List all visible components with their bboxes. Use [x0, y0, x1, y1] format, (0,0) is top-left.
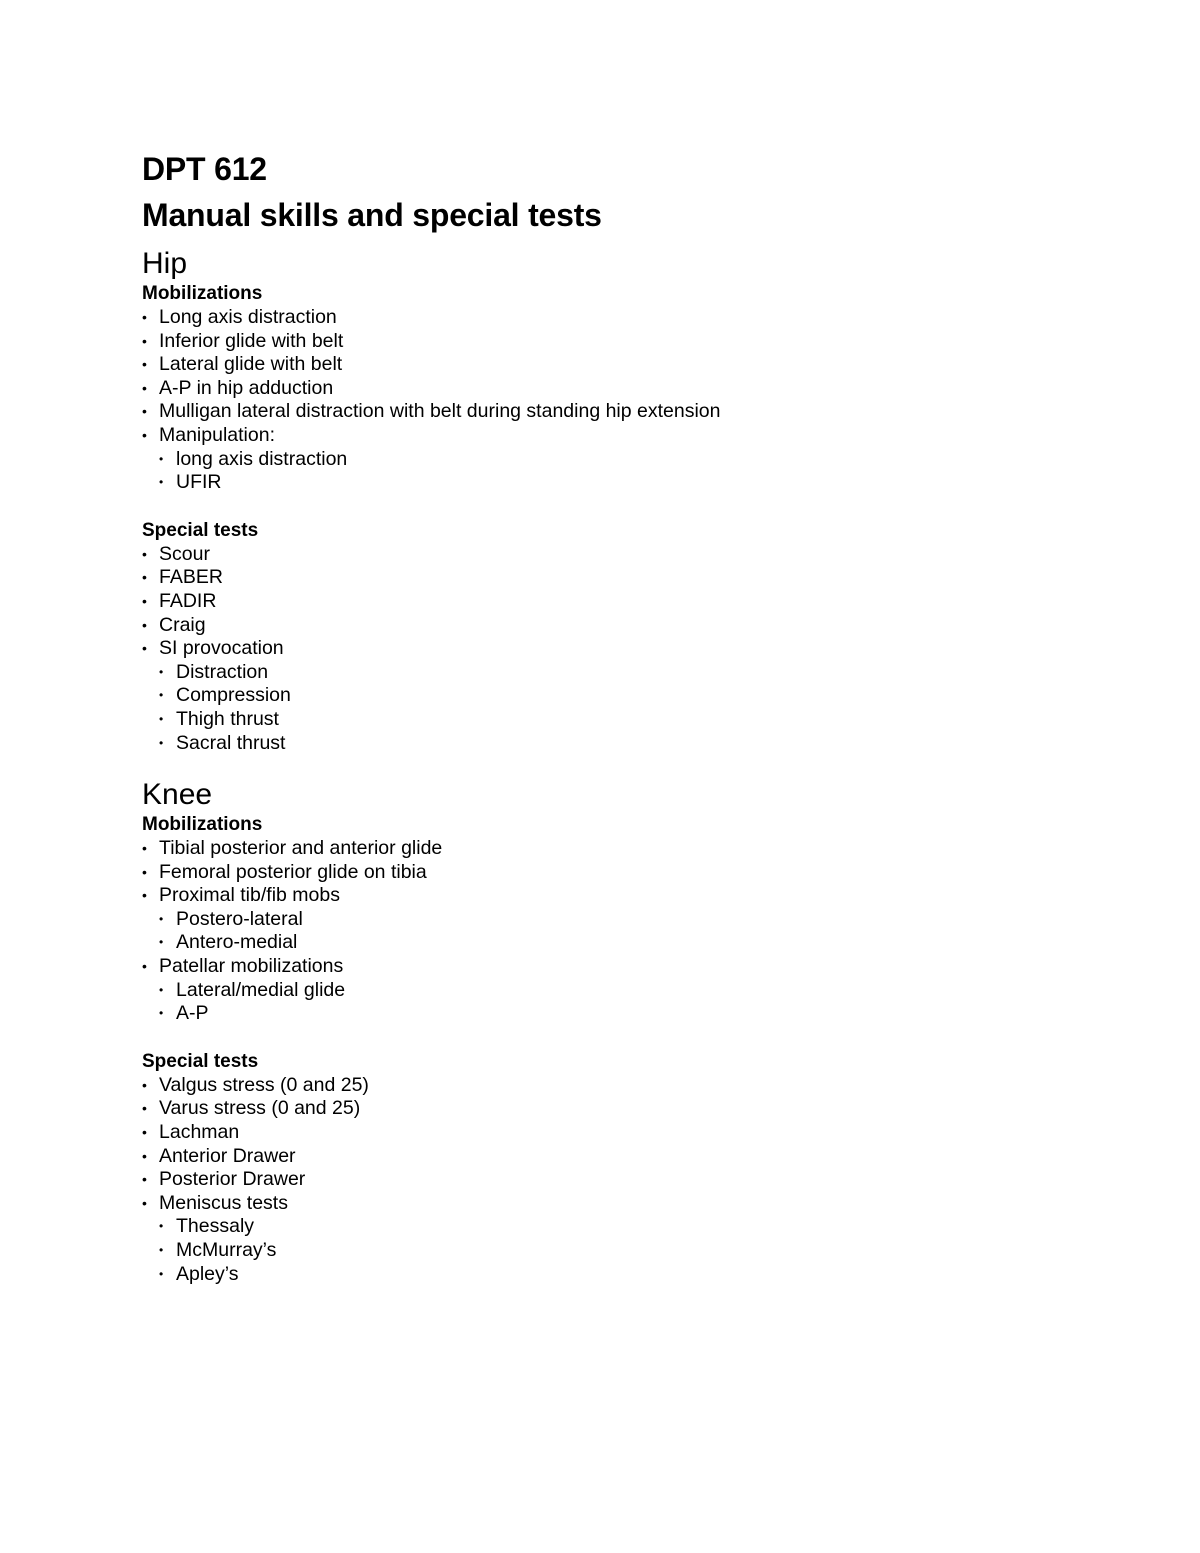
- list-item: • Long axis distraction: [142, 306, 1142, 330]
- section-title-knee: Knee: [142, 778, 213, 812]
- list-item: • Lachman: [142, 1121, 1142, 1145]
- list-subitem: • Apley’s: [142, 1263, 1142, 1287]
- list-item: • Inferior glide with belt: [142, 330, 1142, 354]
- list-subitem: • McMurray’s: [142, 1239, 1142, 1263]
- list-item: • Femoral posterior glide on tibia: [142, 861, 1142, 885]
- hip-special-tests-list: [142, 543, 1142, 755]
- knee-mobilizations-list: [142, 837, 1142, 1026]
- knee-mobilizations-heading: Mobilizations: [142, 814, 263, 836]
- list-subitem: • Lateral/medial glide: [142, 979, 1142, 1003]
- list-item: • Valgus stress (0 and 25): [142, 1074, 1142, 1098]
- list-item: • SI provocation: [142, 637, 1142, 661]
- hip-mobilizations-heading: Mobilizations: [142, 283, 263, 304]
- section-title-hip: Hip: [142, 247, 188, 280]
- list-item: • Posterior Drawer: [142, 1168, 1142, 1192]
- list-item: • FABER: [142, 566, 1142, 590]
- list-subitem: • Thigh thrust: [142, 708, 1142, 732]
- list-item: • Tibial posterior and anterior glide: [142, 837, 1142, 861]
- list-item: • Craig: [142, 614, 1142, 638]
- list-subitem: • Sacral thrust: [142, 732, 1142, 756]
- list-item: • Anterior Drawer: [142, 1145, 1142, 1169]
- list-item: • Lateral glide with belt: [142, 353, 1142, 377]
- list-item: • A-P in hip adduction: [142, 377, 1142, 401]
- list-subitem: • UFIR: [142, 471, 1142, 495]
- knee-special-tests-heading: Special tests: [142, 1050, 259, 1072]
- knee-special-tests-list: [142, 1074, 1142, 1286]
- list-subitem: • Postero-lateral: [142, 908, 1142, 932]
- hip-mobilizations-list: [142, 306, 1142, 495]
- document-page: [142, 146, 1142, 1286]
- list-item: • Patellar mobilizations: [142, 955, 1142, 979]
- list-subitem: • Distraction: [142, 661, 1142, 685]
- list-subitem: • A-P: [142, 1002, 1142, 1026]
- section-knee: [142, 777, 1142, 1286]
- course-code: DPT 612: [142, 151, 267, 187]
- document-title: Manual skills and special tests: [142, 197, 602, 233]
- list-item: • FADIR: [142, 590, 1142, 614]
- list-item: • Varus stress (0 and 25): [142, 1097, 1142, 1121]
- list-subitem: • Compression: [142, 684, 1142, 708]
- list-item: • Manipulation:: [142, 424, 1142, 448]
- list-subitem: • Antero-medial: [142, 931, 1142, 955]
- section-hip: [142, 246, 1142, 755]
- list-subitem: • Thessaly: [142, 1215, 1142, 1239]
- list-subitem: • long axis distraction: [142, 448, 1142, 472]
- list-item: • Mulligan lateral distraction with belt during standing hip extension: [142, 400, 1142, 424]
- hip-special-tests-heading: Special tests: [142, 519, 259, 541]
- list-item: • Scour: [142, 543, 1142, 567]
- list-item: • Proximal tib/fib mobs: [142, 884, 1142, 908]
- list-item: • Meniscus tests: [142, 1192, 1142, 1216]
